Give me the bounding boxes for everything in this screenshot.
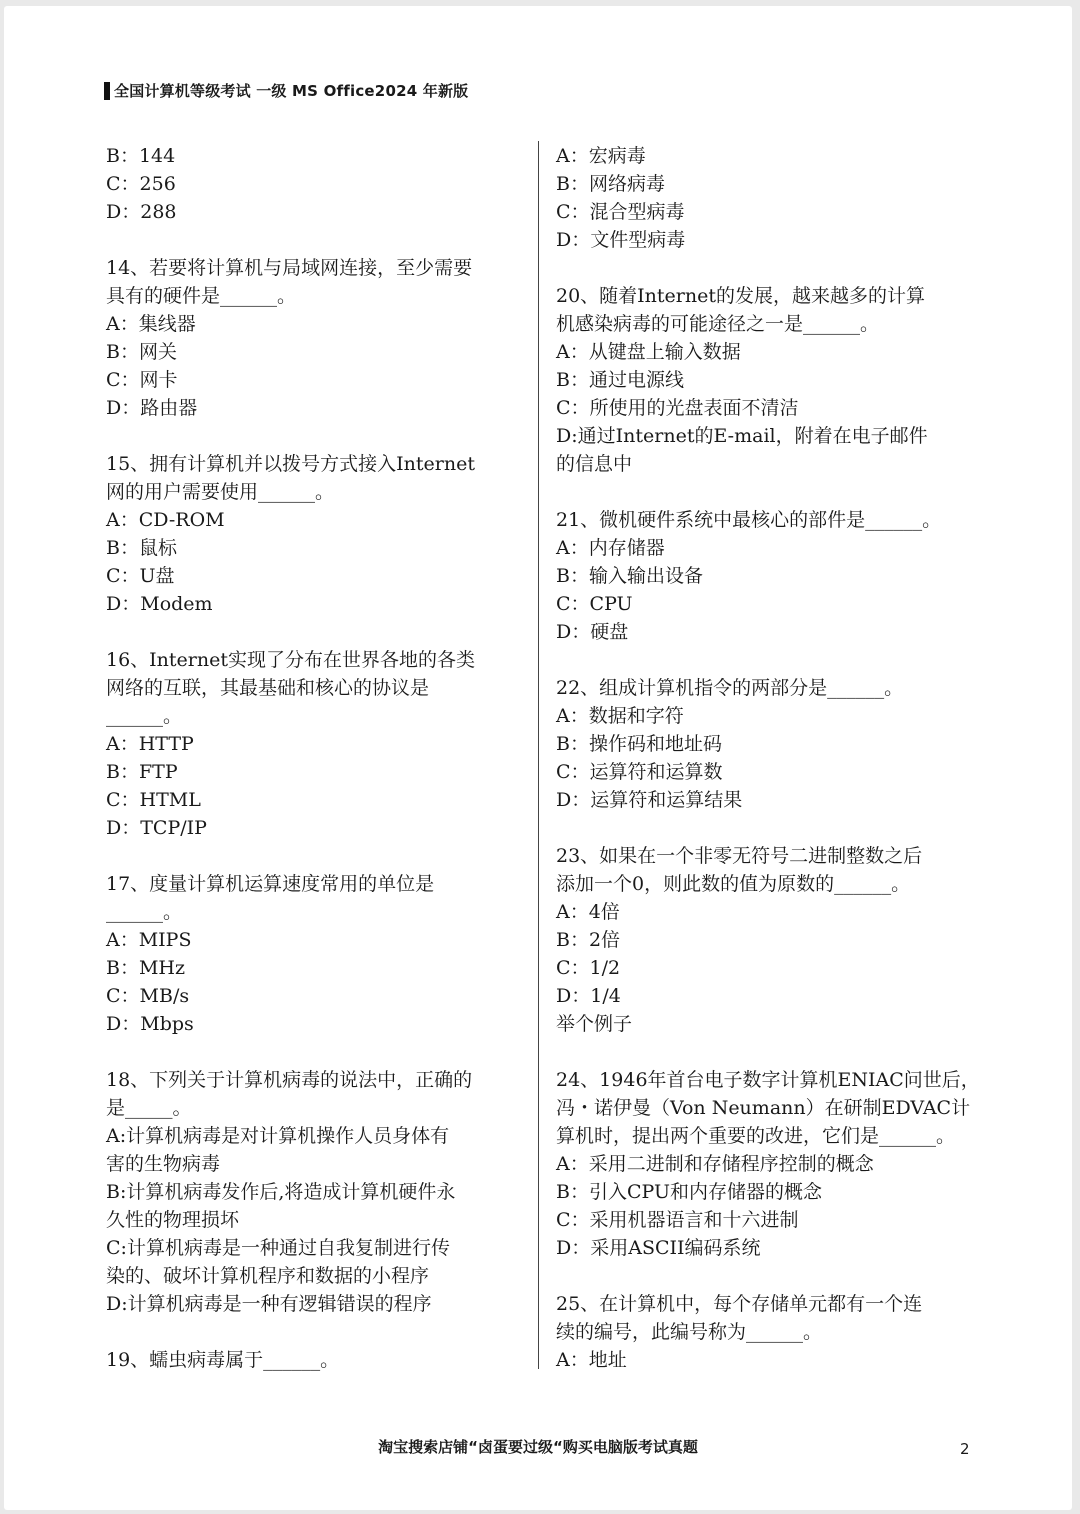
option-line: C：混合型病毒 — [556, 201, 685, 223]
option-line: D：文件型病毒 — [556, 229, 686, 251]
question-text: 20、随着Internet的发展，越来越多的计算 — [556, 285, 925, 307]
option-line: A：CD-ROM — [106, 509, 225, 531]
option-line: D：采用ASCII编码系统 — [556, 1237, 761, 1259]
column-divider — [538, 141, 539, 1369]
option-line: C：MB/s — [106, 985, 190, 1007]
option-line: A：数据和字符 — [556, 705, 684, 727]
option-line: D:计算机病毒是一种有逻辑错误的程序 — [106, 1293, 432, 1315]
question-25 — [556, 1290, 986, 1374]
option-line: D：Modem — [106, 593, 213, 615]
option-line: A：MIPS — [106, 929, 192, 951]
option-line: 的信息中 — [556, 453, 633, 475]
question-text: 是_____。 — [106, 1097, 192, 1119]
option-line: D：288 — [106, 201, 177, 223]
question-text: 15、拥有计算机并以拨号方式接入Internet — [106, 453, 475, 475]
option-line: C：网卡 — [106, 369, 178, 391]
question-text: 冯・诺伊曼（Von Neumann）在研制EDVAC计 — [556, 1097, 971, 1119]
question-text: ______。 — [106, 901, 183, 923]
option-line: B：MHz — [106, 957, 185, 979]
option-line: A：4倍 — [556, 901, 620, 923]
question-text: 具有的硬件是______。 — [106, 285, 297, 307]
option-line: D:通过Internet的E-mail，附着在电子邮件 — [556, 425, 928, 447]
question-14 — [106, 254, 526, 422]
option-line: C：U盘 — [106, 565, 175, 587]
option-line: B：鼠标 — [106, 537, 177, 559]
question-text: 19、蠕虫病毒属于______。 — [106, 1349, 340, 1371]
question-text: 22、组成计算机指令的两部分是______。 — [556, 677, 904, 699]
option-line: 染的、破坏计算机程序和数据的小程序 — [106, 1265, 430, 1287]
option-line: 害的生物病毒 — [106, 1153, 221, 1175]
option-line: B：引入CPU和内存储器的概念 — [556, 1181, 822, 1203]
question-18 — [106, 1066, 526, 1318]
question-text: 网的用户需要使用______。 — [106, 481, 335, 503]
option-line: A：采用二进制和存储程序控制的概念 — [556, 1153, 874, 1175]
option-line: A：HTTP — [106, 733, 194, 755]
option-line: C：1/2 — [556, 957, 621, 979]
header-title: 全国计算机等级考试 一级 MS Office2024 年新版 — [114, 82, 469, 100]
option-line: C：采用机器语言和十六进制 — [556, 1209, 799, 1231]
page-number: 2 — [960, 1440, 970, 1458]
option-line: C：HTML — [106, 789, 201, 811]
option-line: D：Mbps — [106, 1013, 194, 1035]
question-15 — [106, 450, 526, 618]
option-line: C：运算符和运算数 — [556, 761, 723, 783]
option-line: D：运算符和运算结果 — [556, 789, 743, 811]
option-line: C:计算机病毒是一种通过自我复制进行传 — [106, 1237, 450, 1259]
question-text: 续的编号，此编号称为______。 — [556, 1321, 823, 1343]
question-20 — [556, 282, 986, 478]
page-header — [104, 80, 468, 101]
header-bar-mark — [104, 82, 110, 100]
question-text: 算机时，提出两个重要的改进，它们是______。 — [556, 1125, 956, 1147]
right-column — [556, 142, 986, 1374]
option-line: B:计算机病毒发作后,将造成计算机硬件永 — [106, 1181, 456, 1203]
question-text: 16、Internet实现了分布在世界各地的各类 — [106, 649, 475, 671]
question-text: 24、1946年首台电子数字计算机ENIAC问世后， — [556, 1069, 980, 1091]
question-text: 17、度量计算机运算速度常用的单位是 — [106, 873, 435, 895]
question-text: ______。 — [106, 705, 183, 727]
question-17 — [106, 870, 526, 1038]
question-text: 添加一个0，则此数的值为原数的______。 — [556, 873, 911, 895]
option-line: B：FTP — [106, 761, 178, 783]
option-line: D：硬盘 — [556, 621, 629, 643]
option-line: C：256 — [106, 173, 176, 195]
option-line: A：宏病毒 — [556, 145, 646, 167]
option-line: D：TCP/IP — [106, 817, 207, 839]
exam-page — [4, 6, 1072, 1510]
question-21 — [556, 506, 986, 646]
option-line: 久性的物理损坏 — [106, 1209, 240, 1231]
option-line: C：所使用的光盘表面不清洁 — [556, 397, 799, 419]
question-22 — [556, 674, 986, 814]
left-column — [106, 142, 526, 1374]
option-line: B：输入输出设备 — [556, 565, 703, 587]
option-line: B：通过电源线 — [556, 369, 684, 391]
option-line: B：网关 — [106, 341, 177, 363]
note-line: 举个例子 — [556, 1013, 633, 1035]
option-line: A:计算机病毒是对计算机操作人员身体有 — [106, 1125, 450, 1147]
question-13-tail — [106, 142, 526, 226]
question-text: 机感染病毒的可能途径之一是______。 — [556, 313, 880, 335]
option-line: B：操作码和地址码 — [556, 733, 722, 755]
question-text: 25、在计算机中，每个存储单元都有一个连 — [556, 1293, 923, 1315]
option-line: D：路由器 — [106, 397, 198, 419]
question-16 — [106, 646, 526, 842]
question-text: 14、若要将计算机与局域网连接，至少需要 — [106, 257, 473, 279]
option-line: A：地址 — [556, 1349, 627, 1371]
question-text: 21、微机硬件系统中最核心的部件是______。 — [556, 509, 942, 531]
option-line: B：144 — [106, 145, 176, 167]
question-text: 18、下列关于计算机病毒的说法中，正确的 — [106, 1069, 473, 1091]
question-24 — [556, 1066, 986, 1262]
option-line: D：1/4 — [556, 985, 621, 1007]
option-line: C：CPU — [556, 593, 633, 615]
option-line: A：从键盘上输入数据 — [556, 341, 741, 363]
question-text: 23、如果在一个非零无符号二进制整数之后 — [556, 845, 923, 867]
question-text: 网络的互联，其最基础和核心的协议是 — [106, 677, 430, 699]
option-line: A：集线器 — [106, 313, 196, 335]
option-line: B：2倍 — [556, 929, 621, 951]
option-line: B：网络病毒 — [556, 173, 665, 195]
question-19 — [106, 1346, 526, 1374]
question-23 — [556, 842, 986, 1038]
page-footer: 淘宝搜索店铺“卤蛋要过级“购买电脑版考试真题 — [378, 1438, 698, 1456]
option-line: A：内存储器 — [556, 537, 665, 559]
question-19-options — [556, 142, 986, 254]
